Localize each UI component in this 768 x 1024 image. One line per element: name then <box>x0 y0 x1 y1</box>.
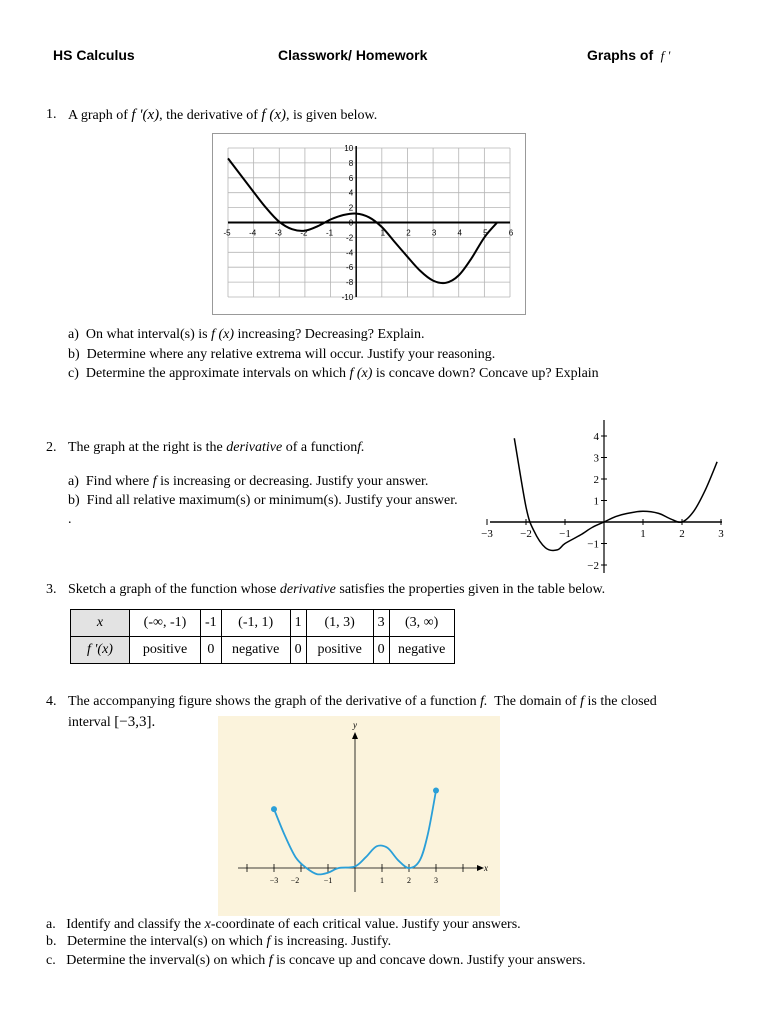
y-tick-label: −2 <box>587 560 599 572</box>
q3-number: 3. <box>46 582 57 597</box>
q2a-f: f <box>152 474 157 489</box>
q1c-f: f (x) <box>349 366 373 381</box>
q4-number: 4. <box>46 694 57 709</box>
q1a-label: a) <box>68 327 79 342</box>
interval-cell: (-1, 1) <box>221 610 290 637</box>
x-tick-label: −2 <box>520 528 532 540</box>
q3-derivative-word: derivative <box>279 582 336 597</box>
y-tick-label: 4 <box>593 431 599 443</box>
q4a-text-b: -coordinate of each critical value. Justify your answers. <box>210 917 521 932</box>
sign-cell: 0 <box>290 637 306 664</box>
sign-cell: 0 <box>373 637 389 664</box>
interval-cell: 1 <box>290 610 306 637</box>
y-tick-label: 10 <box>344 144 354 153</box>
q2-tick-labels <box>481 431 724 572</box>
q4a-text-a: Identify and classify the <box>66 917 202 932</box>
y-tick-label: -10 <box>341 293 354 302</box>
q1a-text-post: increasing? Decreasing? Explain. <box>237 327 425 342</box>
q4-derivative-graph <box>218 716 500 916</box>
interval-cell: -1 <box>201 610 222 637</box>
q2-stem-text-a: The graph at the right is the <box>68 440 223 455</box>
q4-part-a <box>46 917 521 933</box>
q3-stem <box>68 582 605 598</box>
x-tick-label: 3 <box>431 228 437 238</box>
sign-cell: positive <box>306 637 373 664</box>
x-tick-label: 2 <box>407 876 411 885</box>
sign-chart-x-header: x <box>71 610 130 637</box>
x-tick-label: −2 <box>290 876 300 885</box>
y-tick-label: 3 <box>593 452 599 465</box>
q2a-text-a: Find where <box>85 474 150 489</box>
y-tick-label: 8 <box>348 158 354 168</box>
y-tick-label: -6 <box>346 263 354 273</box>
y-tick-label: -8 <box>346 278 354 288</box>
q4c-label: c. <box>46 953 56 968</box>
sign-chart-fprime-header: f '(x) <box>71 637 130 664</box>
q4-f1: f. <box>480 694 488 709</box>
q4a-label: a. <box>46 917 56 932</box>
x-tick-label: −1 <box>323 876 333 885</box>
q1-part-b <box>68 347 495 363</box>
y-tick-label: 1 <box>593 495 599 508</box>
q2-f: f. <box>357 440 365 455</box>
q1c-text-pre: Determine the approximate intervals on which <box>85 366 346 381</box>
x-axis-label: x <box>484 863 488 873</box>
q2-fprime-curve <box>514 438 717 550</box>
q2a-label: a) <box>68 474 79 489</box>
x-tick-label: -2 <box>300 228 308 238</box>
left-endpoint-dot <box>271 806 277 812</box>
q1-graph-frame <box>213 134 526 315</box>
interval-cell: (3, ∞) <box>389 610 454 637</box>
q1-stem-text-a: A graph of <box>68 108 128 123</box>
y-tick-label: 0 <box>348 218 354 228</box>
x-tick-label: −1 <box>559 528 571 540</box>
q2-number: 2. <box>46 440 57 455</box>
y-tick-label: 6 <box>348 173 354 183</box>
q2b-label: b) <box>68 493 80 508</box>
q4-stem-text-b: The domain of <box>494 694 577 709</box>
q1-f: f (x) <box>261 107 286 123</box>
q1-part-c <box>68 366 599 382</box>
q1-fprime: f '(x) <box>131 107 160 123</box>
y-axis-label: y <box>353 720 357 730</box>
q4-f2: f <box>580 694 585 709</box>
sign-cell: negative <box>389 637 454 664</box>
q2-stray-mark: . <box>68 512 72 527</box>
q1a-f: f (x) <box>211 327 235 342</box>
q4-interval-text: interval <box>68 715 111 730</box>
q1-stem-text-b: , the derivative of <box>159 108 258 123</box>
x-tick-label: −3 <box>481 528 493 540</box>
q4c-f: f <box>268 953 273 968</box>
x-tick-label: 4 <box>457 228 462 238</box>
q2-part-b <box>68 493 458 509</box>
q2-derivative-word: derivative <box>226 440 283 455</box>
x-tick-label: 1 <box>380 228 386 238</box>
y-tick-label: 4 <box>348 188 354 198</box>
q2-derivative-graph <box>478 415 728 577</box>
q4-stem-text-c: is the closed <box>587 694 657 709</box>
assignment-type: Classwork/ Homework <box>278 47 428 63</box>
sign-cell: 0 <box>201 637 222 664</box>
x-tick-label: -5 <box>223 228 231 238</box>
x-tick-label: 3 <box>718 528 724 540</box>
sign-cell: negative <box>221 637 290 664</box>
sign-cell: positive <box>130 637 201 664</box>
q1-stem <box>68 107 377 124</box>
q4-stem <box>68 694 657 710</box>
q4c-text-a: Determine the inverval(s) on which <box>66 953 266 968</box>
course-title: HS Calculus <box>53 47 135 63</box>
q4-part-b <box>46 934 391 950</box>
q1a-text-pre: On what interval(s) is <box>85 327 208 342</box>
q1-derivative-graph <box>212 133 526 315</box>
x-tick-label: 2 <box>406 228 411 238</box>
q4-stem-text-a: The accompanying figure shows the graph of the derivative of a function <box>68 694 477 709</box>
x-tick-label: 5 <box>483 228 488 238</box>
x-tick-label: 3 <box>434 876 438 885</box>
x-tick-label: 6 <box>508 228 514 238</box>
q2-part-a <box>68 474 428 490</box>
x-tick-label: 1 <box>640 528 646 540</box>
q4b-label: b. <box>46 934 57 949</box>
right-endpoint-dot <box>433 788 439 794</box>
q2-axes <box>487 420 722 573</box>
q2-stem <box>68 440 365 456</box>
q1b-label: b) <box>68 347 80 362</box>
y-tick-label: -2 <box>346 233 354 243</box>
y-tick-label: −1 <box>587 538 599 551</box>
x-tick-label: -4 <box>249 228 257 238</box>
y-tick-label: -4 <box>346 248 354 258</box>
q4-part-c <box>46 953 586 969</box>
sign-chart-row-x <box>71 610 455 637</box>
q4a-x: x <box>204 917 211 932</box>
q1-part-a <box>68 327 425 343</box>
x-tick-label: -1 <box>325 228 334 238</box>
q4-graph-background <box>218 716 500 916</box>
x-tick-label: −3 <box>269 876 279 885</box>
q4b-text-a: Determine the interval(s) on which <box>67 934 263 949</box>
q1b-text: Determine where any relative extrema will occur. Justify your reasoning. <box>86 347 496 362</box>
q2-stem-text-b: of a function <box>285 440 358 455</box>
q1c-text-post: is concave down? Concave up? Explain <box>375 366 599 381</box>
x-tick-label: 2 <box>679 528 685 540</box>
q3-stem-text-b: satisfies the properties given in the table below. <box>339 582 606 597</box>
sign-chart-table <box>70 609 455 664</box>
q4-interval: [−3,3]. <box>114 714 156 730</box>
y-tick-label: 2 <box>348 203 354 213</box>
q4b-text-b: is increasing. Justify. <box>273 934 392 949</box>
q1c-label: c) <box>68 366 79 381</box>
topic-function: f ' <box>660 48 671 63</box>
q2b-text: Find all relative maximum(s) or minimum(s). Justify your answer. <box>86 493 458 508</box>
q4b-f: f <box>266 934 271 949</box>
topic-label: Graphs of <box>587 47 654 63</box>
topic-title <box>587 47 670 65</box>
q2a-text-b: is increasing or decreasing. Justify your answer. <box>160 474 429 489</box>
q4c-text-b: is concave up and concave down. Justify your answers. <box>276 953 586 968</box>
x-tick-label: -3 <box>274 228 282 238</box>
q1-number: 1. <box>46 107 57 122</box>
y-tick-label: 2 <box>593 474 599 486</box>
interval-cell: (-∞, -1) <box>130 610 201 637</box>
interval-cell: (1, 3) <box>306 610 373 637</box>
x-tick-label: 1 <box>380 876 384 885</box>
sign-chart-row-fprime <box>71 637 455 664</box>
q3-stem-text-a: Sketch a graph of the function whose <box>68 582 277 597</box>
interval-cell: 3 <box>373 610 389 637</box>
q4-stem-line2 <box>68 714 155 731</box>
q1-stem-text-c: , is given below. <box>286 108 378 123</box>
